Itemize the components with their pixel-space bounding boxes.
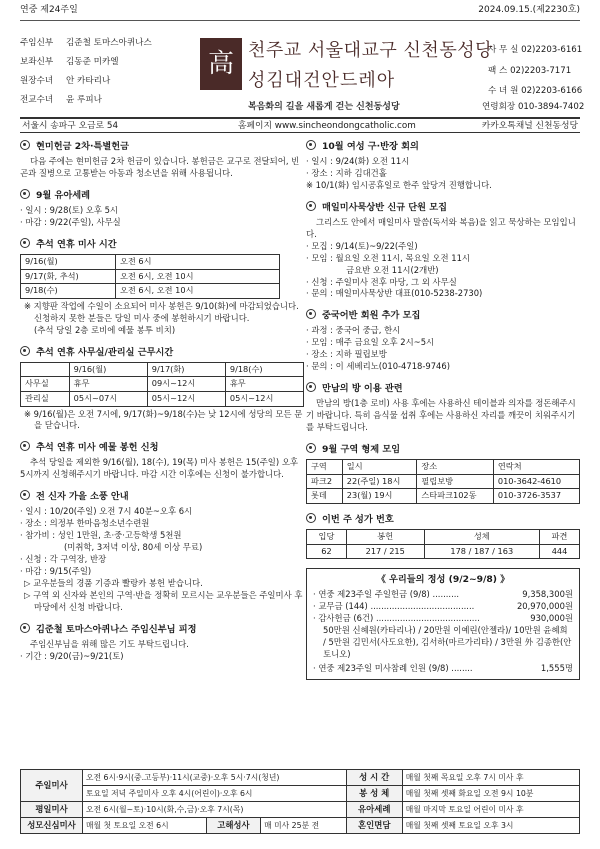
staff-row: 원장수녀 안 카타리나 [20,76,111,86]
section-title: 매일미사묵상반 신규 단원 모집 [306,201,580,214]
address-bar [20,117,580,133]
table-row: 주일미사 오전 6시·9시(중.고등부)·11시(교중)·오후 5시·7시(청년) 성 시 간 매월 첫째 목요일 오후 7시 미사 후 [21,770,580,786]
list-item: · 문의 : 이 세베리노(010-4718-9746) [306,361,450,372]
bullet-icon [20,346,30,356]
section-title: 추석 연휴 사무실/관리실 근무시간 [20,346,304,359]
table-row: 토요일 저녁 주일미사 오후 4시(어린이)·오후 6시 봉 성 체 매월 첫째 셋째 화요일 오전 9시 10분 [21,786,580,802]
list-item: (미취학, 3저녁 이상, 80세 이상 무료) [64,542,203,553]
bullet-icon [20,441,30,451]
section-title: 추석 연휴 미사 시간 [20,238,304,251]
slogan: 복음화의 길을 새롭게 걷는 신천동성당 [248,102,400,112]
section-title: 9월 유아세례 [20,189,304,202]
notice-pastor-retreat [20,623,304,663]
brothers-meeting-table [306,459,580,504]
contact-row: 사 무 실 02)2203-6161 [488,45,583,55]
table-row: 관리실 05시~07시 05시~12시 05시~12시 [21,391,304,406]
list-item: ▷ 교우분들의 경품 기증과 빨랑카 봉헌 받습니다. [24,577,203,588]
notice-hymn-numbers [306,513,580,559]
bullet-icon [306,201,316,211]
offering-totals [306,568,580,680]
donor-list: 50만원 신혜원(카타리나) / 20만원 이예린(안젤라)/ 10만원 윤혜희 / 5만원 김민서(사도요한), 김서하(마르가리타) / 3만원 外 김종한(안토니오) [323,625,572,659]
parish-logo [200,38,242,90]
contact-row: 수 녀 원 02)2203-6166 [488,86,583,96]
logo-mark: 高 [207,49,234,79]
section-title: 현미헌금 2차·특별헌금 [20,140,304,153]
table-row: 9/16(월) 오전 6시 [21,254,280,269]
section-title: 김준철 토마스아퀴나스 주임신부님 피정 [20,623,304,636]
note: (추석 당일 2층 로비에 예물 봉투 비치) [34,324,176,335]
notice-meeting-room [306,382,580,434]
bullet-icon [20,490,30,500]
section-body: 만남의 방(1층 로비) 사용 후에는 사용하신 테이블과 의자를 정돈해주시기 바랍니다. 특히 음식물 섭취 후에는 사용하신 자리를 깨끗이 치워주시기를 부탁드립니다. [306,398,576,432]
note: ※ 9/16(월)은 오전 7시에, 9/17(화)~9/18(수)는 낮 12시에 성당의 모든 문을 닫습니다. [24,408,303,431]
list-item: · 문의 : 매일미사묵상반 대표(010-5238-2730) [306,288,483,299]
parish-name: 천주교 서울대교구 신천동성당 [248,40,493,61]
list-item: 주임신부님을 위해 많은 기도 부탁드립니다. [30,638,189,649]
list-item: · 신청 : 각 구역장, 반장 [20,554,107,565]
top-divider [20,20,580,21]
totals-line: · 연중 제23주일 미사참례 인원 (9/8) ........ 1,555명 [313,662,573,673]
right-column [306,140,580,680]
list-item: · 장소 : 지하 필립보방 [306,349,387,360]
kakao-channel: 카카오톡채널 신천동성당 [481,121,578,131]
list-item: ▷ 구역 외 신자와 본인의 구역·반을 정확히 모르시는 교우분들은 주일미사 후 마당에서 신청 바랍니다. [24,589,303,612]
notice-infant-baptism [20,189,304,229]
notice-autumn-picnic [20,490,304,613]
address: 서울시 송파구 오금로 54 [22,121,119,131]
left-column [20,140,304,672]
totals-title: 《 우리들의 정성 (9/2~9/8) 》 [376,574,510,586]
notice-chuseok-mass [20,238,304,337]
list-item: 금요반 오전 11시(2개반) [346,264,439,275]
list-item: · 일시 : 9/24(화) 오전 11시 [306,156,410,167]
list-item: · 모임 : 월요일 오전 11시, 목요일 오전 11시 [306,252,471,263]
contact-row: 팩 스 02)2203-7171 [488,65,572,76]
notice-office-hours [20,346,304,433]
section-title: 10월 여성 구·반장 회의 [306,140,580,153]
list-item: ※ 10/1(화) 임시공휴일로 한주 앞당겨 진행합니다. [306,179,492,190]
office-hours-table [20,362,304,407]
bullet-icon [306,140,316,150]
mass-schedule [20,769,580,834]
staff-list [20,34,190,110]
staff-row: 전교수녀 윤 루피나 [20,95,102,105]
section-title: 만남의 방 이용 관련 [306,382,580,395]
mass-time-table [20,254,280,299]
notice-chinese-class [306,309,580,373]
bullet-icon [20,623,30,633]
notice-mass-offering [20,441,304,481]
table-row: 9/18(수) 오전 6시, 오전 10시 [21,284,280,299]
table-header-row: 9/16(월) 9/17(화) 9/18(수) [21,362,304,377]
table-row: 9/17(화, 추석) 오전 6시, 오전 10시 [21,269,280,284]
bullet-icon [306,513,316,523]
totals-line: · 감사헌금 (6건) ....................................... 930,000원 [313,613,573,624]
contact-list [488,40,588,102]
staff-row: 보좌신부 김동준 미카엘 [20,57,119,67]
parish-title [248,38,493,93]
liturgical-week: 연중 제24주일 [20,5,78,15]
mass-schedule-table [20,769,580,834]
section-title: 전 신자 가을 소풍 안내 [20,490,304,503]
table-row: 62 217 / 215 178 / 187 / 163 444 [307,544,580,559]
section-title: 이번 주 성가 번호 [306,513,580,526]
totals-line: · 교무금 (144) ....................................... 20,970,000원 [313,601,573,612]
list-item: · 기간 : 9/20(금)~9/21(토) [20,650,124,661]
notice-women-meeting [306,140,580,192]
notice-meditation-group [306,201,580,301]
table-row: 롯데 23(월) 19시 스타파크102동 010-3726-3537 [307,489,580,504]
list-item: · 과정 : 중국어 중급, 한시 [306,325,401,336]
bullet-icon [20,189,30,199]
staff-row: 주임신부 김준철 토마스아퀴나스 [20,38,152,48]
list-item: · 참가비 : 성인 1만원, 초·중·고등학생 5천원 [20,530,182,541]
bullet-icon [306,443,316,453]
list-item: · 마감 : 9/15(주일) [20,565,92,576]
section-title: 중국어반 회원 추가 모집 [306,309,580,322]
section-body: 그리스도 안에서 매일미사 말씀(독서와 복음)을 읽고 묵상하는 모임입니다. [306,216,576,239]
top-line [20,4,580,18]
issue-date: 2024.09.15.(제2230호) [478,5,580,15]
list-item: · 일시 : 9/28(토) 오후 5시 [20,204,119,215]
funeral-committee-phone: 연령회장 010-3894-7402 [482,102,585,112]
bullet-icon [306,382,316,392]
homepage-link[interactable]: 홈페이지 www.sincheondongcatholic.com [238,121,416,131]
bullet-icon [20,238,30,248]
table-row: 사무실 휴무 09시~12시 휴무 [21,377,304,392]
section-body: 추석 당일을 제외한 9/16(월), 18(수), 19(목) 미사 봉헌은 15(주일) 오후 5시까지 신청해주시기 바랍니다. 마감 시간 이후에는 신청이 불가합니다. [20,457,299,480]
hymn-table [306,529,580,559]
list-item: · 모임 : 매주 금요일 오후 2시~5시 [306,337,435,348]
notice-brothers-meeting [306,443,580,504]
table-header-row: 입당 봉헌 성체 파견 [307,529,580,544]
list-item: · 장소 : 지하 김대건홀 [306,167,387,178]
patron-name: 성김대건안드레아 [248,69,396,91]
list-item: · 모집 : 9/14(토)~9/22(주일) [306,240,418,251]
section-title: 추석 연휴 미사 예물 봉헌 신청 [20,441,304,454]
table-row: 평일미사 오전 6시(월~토)·10시(화,수,금)·오후 7시(목) 유아세례 매월 마지막 토요일 어린이 미사 후 [21,802,580,818]
bullet-icon [20,140,30,150]
list-item: · 신청 : 주일미사 전후 마당, 그 외 사무실 [306,276,457,287]
section-body: 다음 주에는 현미헌금 2차 헌금이 있습니다. 봉헌금은 교구로 전달되어, 빈곤과 질병으로 고통받는 아동과 청소년을 위해 사용됩니다. [20,156,300,178]
table-row: 파크2 22(주일) 18시 필립보방 010-3642-4610 [307,474,580,489]
notice-special-collection [20,140,304,180]
list-item: · 일시 : 10/20(주일) 오전 7시 40분~오후 6시 [20,506,193,517]
table-header-row: 구역 일시 장소 연락처 [307,459,580,474]
list-item: · 장소 : 의정부 한마음청소년수련원 [20,518,150,529]
list-item: · 마감 : 9/22(주일), 사무실 [20,216,121,227]
table-row: 성모신심미사 매월 첫 토요일 오전 6시 고해성사 매 미사 25분 전 혼인면담 매월 첫째 셋째 토요일 오후 3시 [21,818,580,834]
totals-line: · 연중 제23주일 주일헌금 (9/8) .......... 9,358,300원 [313,589,573,600]
note: ※ 지향판 작업에 수일이 소요되어 미사 봉헌은 9/10(화)에 마감되었습니다. 신청하지 못한 분들은 당일 미사 중에 봉헌하시기 바랍니다. [24,300,299,323]
section-title: 9월 구역 형제 모임 [306,443,580,456]
bullet-icon [306,309,316,319]
